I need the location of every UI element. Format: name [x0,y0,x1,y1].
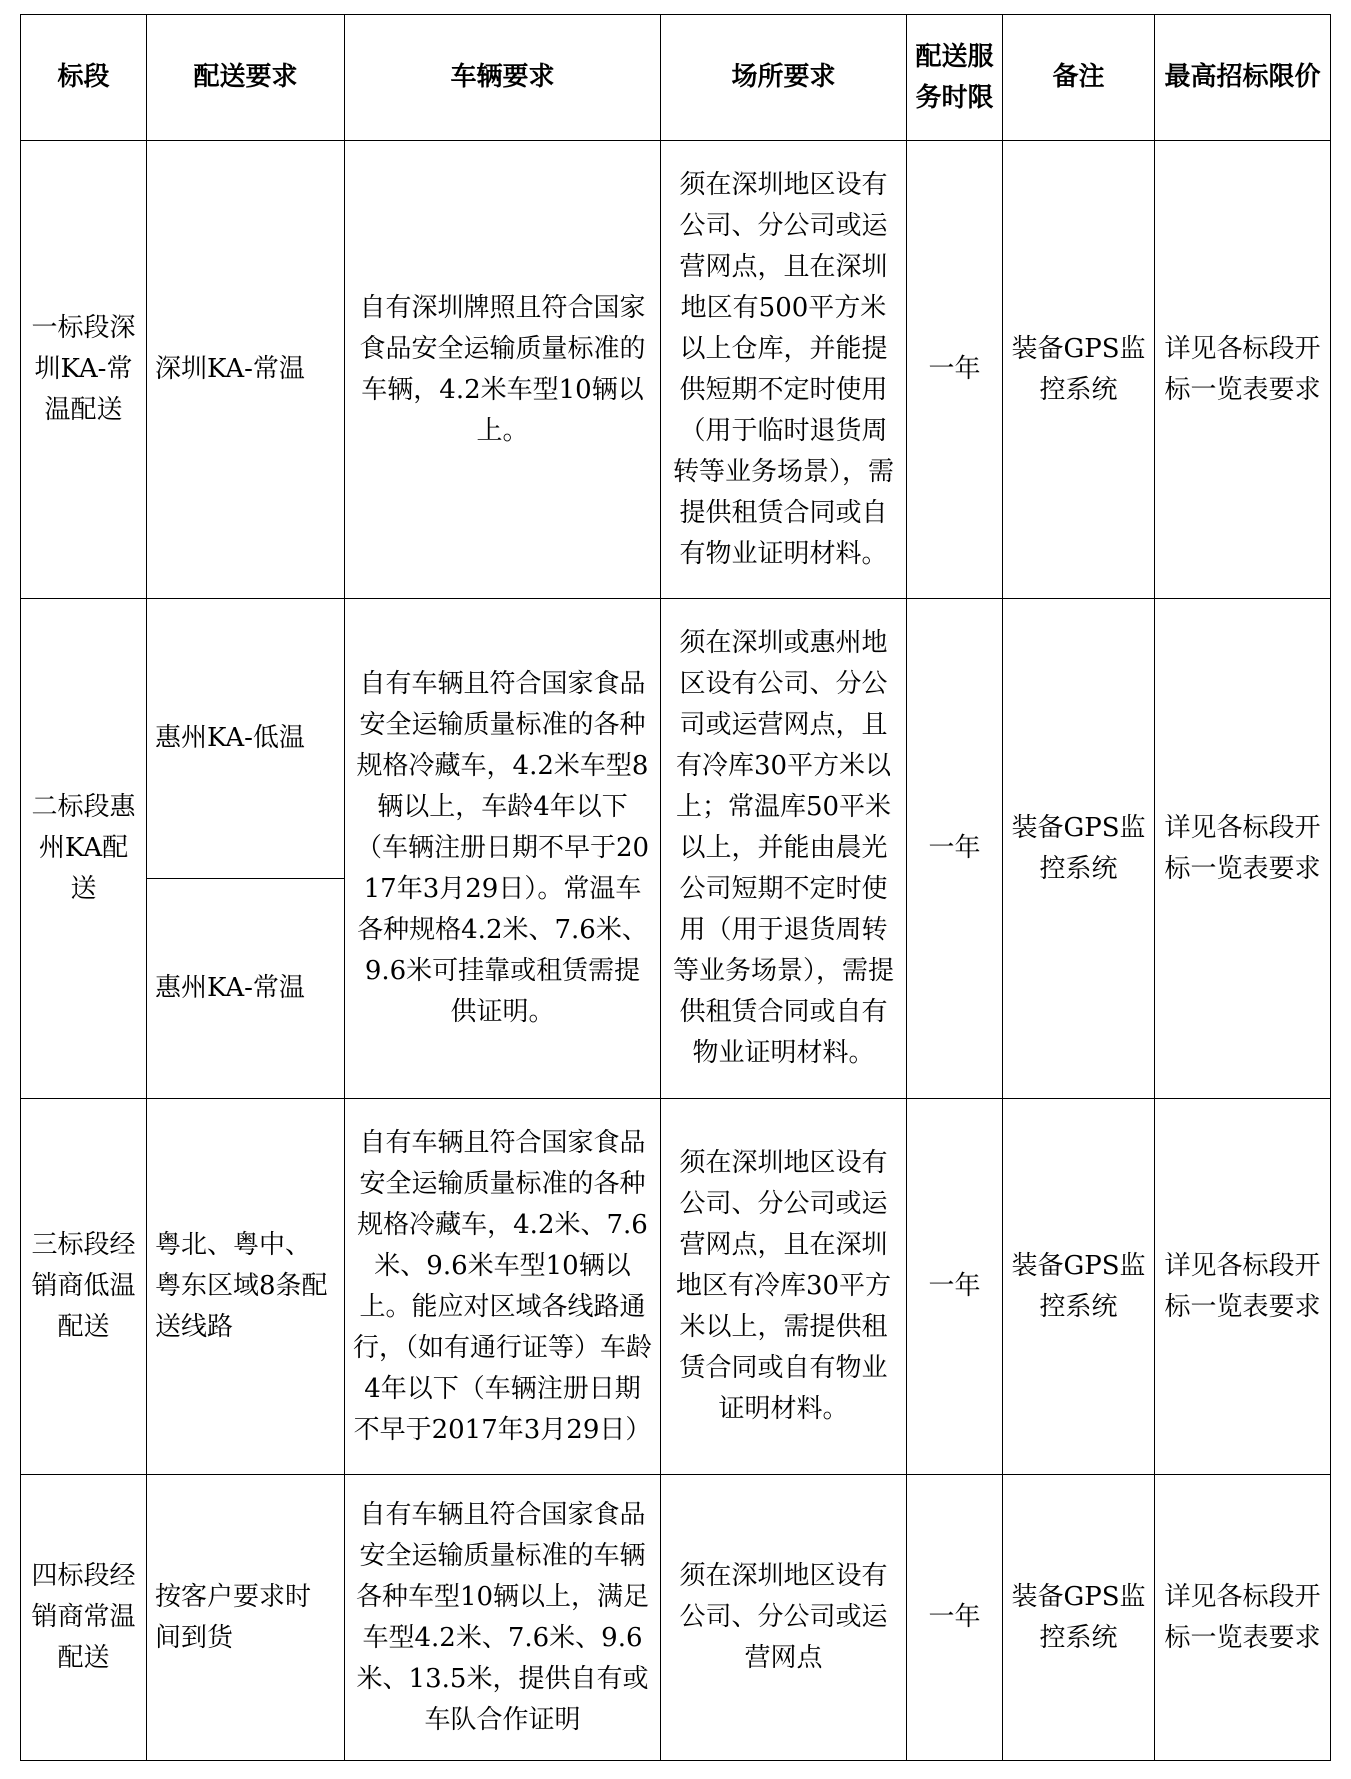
cell-vehicle: 自有车辆且符合国家食品安全运输质量标准的各种规格冷藏车，4.2米车型8辆以上，车龄4年以下（车辆注册日期不早于2017年3月29日）。常温车各种规格4.2米、7.6米、9.6米可挂靠或租赁需提供证明。 [345,599,661,1099]
cell-venue: 须在深圳地区设有公司、分公司或运营网点 [661,1475,907,1761]
header-row [21,15,1331,141]
header-venue: 场所要求 [661,15,907,141]
table-row [21,599,1331,879]
table-row [21,1099,1331,1475]
table-row [21,141,1331,599]
cell-remark: 装备GPS监控系统 [1003,1475,1155,1761]
cell-delivery: 惠州KA-常温 [147,879,345,1099]
cell-price: 详见各标段开标一览表要求 [1155,599,1331,1099]
cell-vehicle: 自有车辆且符合国家食品安全运输质量标准的车辆各种车型10辆以上，满足车型4.2米、7.6米、9.6米、13.5米，提供自有或车队合作证明 [345,1475,661,1761]
cell-vehicle: 自有深圳牌照且符合国家食品安全运输质量标准的车辆，4.2米车型10辆以上。 [345,141,661,599]
cell-delivery: 按客户要求时间到货 [147,1475,345,1761]
table-row [21,1475,1331,1761]
cell-vehicle: 自有车辆且符合国家食品安全运输质量标准的各种规格冷藏车，4.2米、7.6米、9.6米车型10辆以上。能应对区域各线路通行，（如有通行证等）车龄4年以下（车辆注册日期不早于2017年3月29日） [345,1099,661,1475]
header-vehicle: 车辆要求 [345,15,661,141]
cell-remark: 装备GPS监控系统 [1003,599,1155,1099]
header-remark: 备注 [1003,15,1155,141]
cell-section: 三标段经销商低温配送 [21,1099,147,1475]
cell-venue: 须在深圳或惠州地区设有公司、分公司或运营网点，且有冷库30平方米以上；常温库50平米以上，并能由晨光公司短期不定时使用（用于退货周转等业务场景），需提供租赁合同或自有物业证明材料。 [661,599,907,1099]
header-delivery: 配送要求 [147,15,345,141]
cell-delivery: 粤北、粤中、粤东区域8条配送线路 [147,1099,345,1475]
cell-delivery: 惠州KA-低温 [147,599,345,879]
header-term: 配送服务时限 [907,15,1003,141]
cell-delivery: 深圳KA-常温 [147,141,345,599]
cell-venue: 须在深圳地区设有公司、分公司或运营网点，且在深圳地区有500平方米以上仓库，并能提供短期不定时使用（用于临时退货周转等业务场景），需提供租赁合同或自有物业证明材料。 [661,141,907,599]
cell-section: 四标段经销商常温配送 [21,1475,147,1761]
cell-term: 一年 [907,1099,1003,1475]
cell-section: 一标段深圳KA-常温配送 [21,141,147,599]
header-price: 最高招标限价 [1155,15,1331,141]
cell-remark: 装备GPS监控系统 [1003,1099,1155,1475]
cell-price: 详见各标段开标一览表要求 [1155,141,1331,599]
header-section: 标段 [21,15,147,141]
cell-section: 二标段惠州KA配送 [21,599,147,1099]
cell-price: 详见各标段开标一览表要求 [1155,1475,1331,1761]
bid-requirements-table [20,14,1331,1761]
cell-price: 详见各标段开标一览表要求 [1155,1099,1331,1475]
cell-term: 一年 [907,1475,1003,1761]
cell-remark: 装备GPS监控系统 [1003,141,1155,599]
cell-venue: 须在深圳地区设有公司、分公司或运营网点，且在深圳地区有冷库30平方米以上，需提供租赁合同或自有物业证明材料。 [661,1099,907,1475]
cell-term: 一年 [907,599,1003,1099]
cell-term: 一年 [907,141,1003,599]
